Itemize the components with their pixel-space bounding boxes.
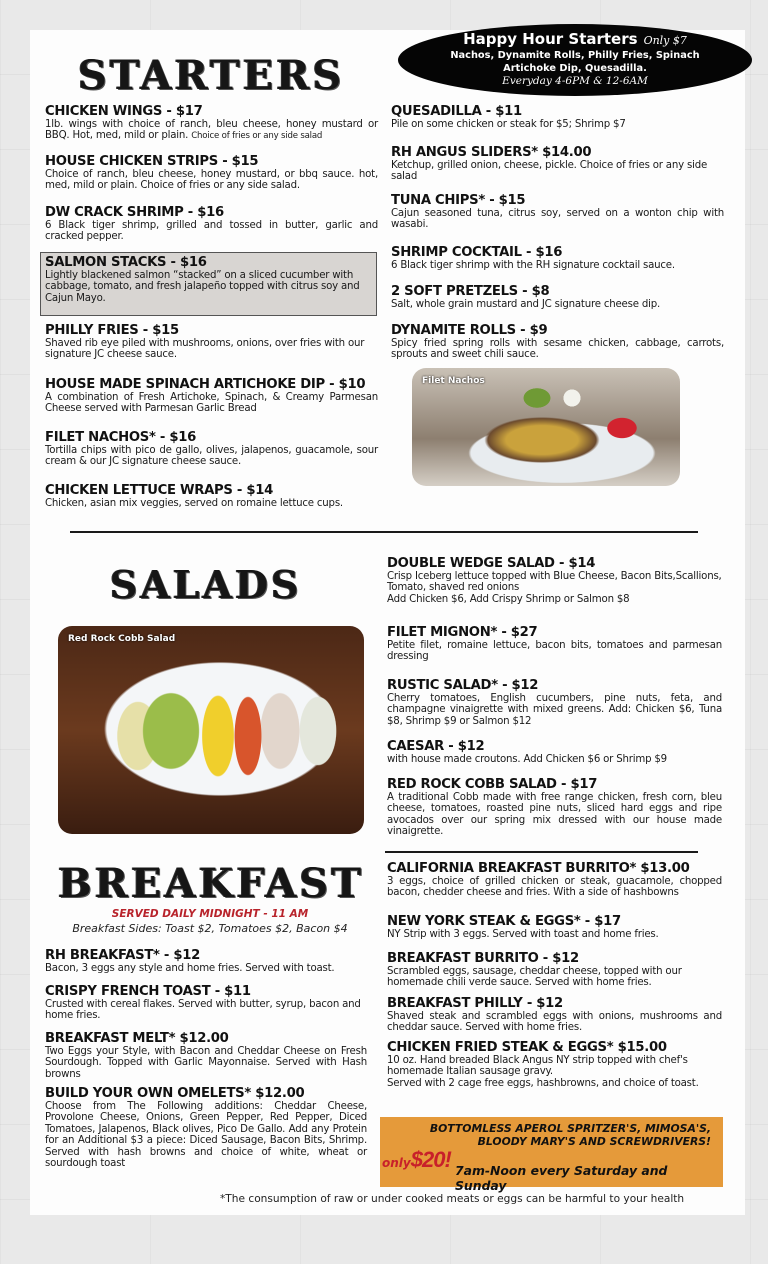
- promo-price: only$20!: [382, 1147, 451, 1172]
- breakfast-sides: Breakfast Sides: Toast $2, Tomatoes $2, Bacon $4: [72, 922, 348, 935]
- menu-item: 2 SOFT PRETZELS - $8 Salt, whole grain mustard and JC signature cheese dip.: [391, 284, 661, 310]
- menu-item: CHICKEN FRIED STEAK & EGGS* $15.00 10 oz. Hand breaded Black Angus NY strip topped with chef's homemade Italian sausage gravy. Served with 2 cage free eggs, hashbrowns, and choice of toast.: [387, 1040, 699, 1089]
- menu-item: SHRIMP COCKTAIL - $16 6 Black tiger shrimp with the RH signature cocktail sauce.: [391, 245, 675, 271]
- menu-item: CHICKEN WINGS - $17 1lb. wings with choice of ranch, bleu cheese, honey mustard or BBQ. Hot, med, mild or plain. Choice of fries or any side salad: [45, 104, 378, 142]
- menu-item: RH ANGUS SLIDERS* $14.00 Ketchup, grilled onion, cheese, pickle. Choice of fries or any side salad: [391, 145, 708, 183]
- photo-caption: Red Rock Cobb Salad: [68, 634, 176, 644]
- menu-item: CALIFORNIA BREAKFAST BURRITO* $13.00 3 eggs, choice of grilled chicken or steak, guacamole, chopped bacon, chedder cheese and fries. With a side of hashbowns: [387, 861, 722, 899]
- section-divider: [70, 531, 698, 533]
- promo-hours: 7am-Noon every Saturday and Sunday: [455, 1163, 668, 1193]
- section-title-salads: SALADS: [110, 562, 302, 607]
- menu-item: DYNAMITE ROLLS - $9 Spicy fried spring rolls with sesame chicken, cabbage, carrots, sprouts and sweet chili sauce.: [391, 323, 724, 361]
- menu-item: TUNA CHIPS* - $15 Cajun seasoned tuna, citrus soy, served on a wonton chip with wasabi.: [391, 193, 724, 231]
- happy-hour-banner: [398, 24, 752, 96]
- section-divider: [385, 851, 698, 853]
- menu-item: CAESAR - $12 with house made croutons. Add Chicken $6 or Shrimp $9: [387, 739, 667, 765]
- bottomless-drinks-promo: [380, 1117, 723, 1193]
- menu-item-highlighted: SALMON STACKS - $16 Lightly blackened salmon “stacked” on a sliced cucumber with cabbage, tomato, and fresh jalapeño topped with citrus soy and Cajun Mayo.: [40, 252, 377, 316]
- menu-item: HOUSE CHICKEN STRIPS - $15 Choice of ranch, bleu cheese, honey mustard, or bbq sauce. hot, med, mild or plain. Choice of fries or any side salad.: [45, 154, 378, 192]
- breakfast-hours: SERVED DAILY MIDNIGHT - 11 AM: [111, 908, 309, 920]
- photo-caption: Filet Nachos: [422, 376, 485, 386]
- section-title-breakfast: BREAKFAST: [58, 860, 365, 907]
- menu-item: RED ROCK COBB SALAD - $17 A traditional Cobb made with free range chicken, fresh corn, bleu cheese, tomatoes, roasted pine nuts, sliced hard eggs and ripe avocados over our spring mix dressed with our house made vinaigrette.: [387, 777, 722, 838]
- promo-line-1: BOTTOMLESS APEROL SPRITZER'S, MIMOSA'S,: [429, 1122, 711, 1135]
- menu-item: HOUSE MADE SPINACH ARTICHOKE DIP - $10 A combination of Fresh Artichoke, Spinach, & Creamy Parmesan Cheese served with Parmesan Garlic Bread: [45, 377, 378, 415]
- happy-hour-title: Happy Hour Starters: [463, 30, 638, 48]
- menu-item: RUSTIC SALAD* - $12 Cherry tomatoes, English cucumbers, pine nuts, feta, and champagne vinaigrette with mixed greens. Add: Chicken $6, Tuna $8, Shrimp $9 or Salmon $12: [387, 678, 722, 727]
- cobb-salad-photo: [58, 626, 364, 834]
- menu-item: FILET NACHOS* - $16 Tortilla chips with pico de gallo, olives, jalapenos, guacamole, sour cream & our JC signature cheese sauce.: [45, 430, 378, 468]
- happy-hour-price: Only $7: [643, 34, 687, 47]
- promo-line-2: BLOODY MARY'S AND SCREWDRIVERS!: [477, 1134, 711, 1148]
- happy-hour-hours: Everyday 4-6PM & 12-6AM: [502, 75, 648, 87]
- menu-item: PHILLY FRIES - $15 Shaved rib eye piled with mushrooms, onions, over fries with our signature JC cheese sauce.: [45, 323, 365, 361]
- menu-item: BREAKFAST MELT* $12.00 Two Eggs your Style, with Bacon and Cheddar Cheese on Fresh Sourdough. Topped with Garlic Mayonnaise. Served with Hash browns: [45, 1031, 367, 1080]
- happy-hour-items-1: Nachos, Dynamite Rolls, Philly Fries, Spinach: [450, 50, 700, 61]
- filet-nachos-photo: [412, 368, 680, 486]
- menu-item: RH BREAKFAST* - $12 Bacon, 3 eggs any style and home fries. Served with toast.: [45, 948, 335, 974]
- menu-item: DW CRACK SHRIMP - $16 6 Black tiger shrimp, grilled and tossed in butter, garlic and cracked pepper.: [45, 205, 378, 243]
- menu-item: BUILD YOUR OWN OMELETS* $12.00 Choose from The Following additions: Cheddar Cheese, Provolone Cheese, Onions, Green Pepper, Red Pepper, Diced Tomatoes, Jalapenos, Black olives, Pico De Gallo. Add any Protein for an Additional $3 a piece: Diced Sausage, Bacon Bits, Shrimp. Served with hash browns and choice of white, wheat or sourdough toast: [45, 1086, 367, 1170]
- menu-item: CHICKEN LETTUCE WRAPS - $14 Chicken, asian mix veggies, served on romaine lettuce cups.: [45, 483, 343, 509]
- menu-item: BREAKFAST BURRITO - $12 Scrambled eggs, sausage, cheddar cheese, topped with our homemade chili verde sauce. Served with home fries.: [387, 951, 682, 989]
- menu-item: FILET MIGNON* - $27 Petite filet, romaine lettuce, bacon bits, tomatoes and parmesan dressing: [387, 625, 722, 663]
- happy-hour-items-2: Artichoke Dip, Quesadilla.: [503, 62, 647, 74]
- section-title-starters: STARTERS: [78, 52, 345, 99]
- menu-item: QUESADILLA - $11 Pile on some chicken or steak for $5; Shrimp $7: [391, 104, 626, 130]
- menu-item: BREAKFAST PHILLY - $12 Shaved steak and scrambled eggs with onions, mushrooms and cheddar sauce. Served with home fries.: [387, 996, 722, 1034]
- health-disclaimer: *The consumption of raw or under cooked meats or eggs can be harmful to your health: [220, 1193, 685, 1205]
- menu-item: DOUBLE WEDGE SALAD - $14 Crisp Iceberg lettuce topped with Blue Cheese, Bacon Bits,Scallions, Tomato, shaved red onions Add Chicken $6, Add Crispy Shrimp or Salmon $8: [387, 556, 722, 605]
- menu-item: NEW YORK STEAK & EGGS* - $17 NY Strip with 3 eggs. Served with toast and home fries.: [387, 914, 659, 940]
- menu-item: CRISPY FRENCH TOAST - $11 Crusted with cereal flakes. Served with butter, syrup, bacon and home fries.: [45, 984, 361, 1022]
